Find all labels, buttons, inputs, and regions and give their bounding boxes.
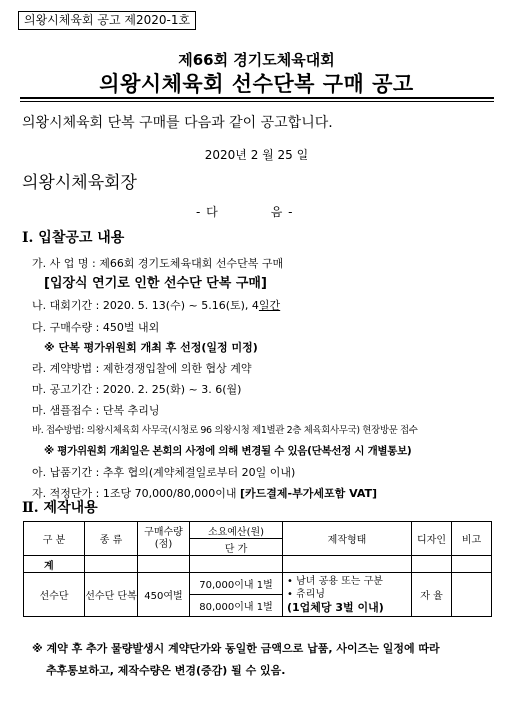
item-contract-method: 라. 계약방법 : 제한경쟁입찰에 의한 협상 계약	[32, 362, 252, 375]
row-remark	[452, 573, 492, 617]
header-remark: 비고	[452, 522, 492, 556]
row-division: 선수단	[24, 573, 85, 617]
intro-text: 의왕시체육회 단복 구매를 다음과 같이 공고합니다.	[22, 115, 333, 131]
item-notice-period: 마. 공고기간 : 2020. 2. 25(화) ~ 3. 6(월)	[32, 383, 242, 396]
following-marker	[196, 203, 294, 220]
row-form-line-2: • 츄리닝	[287, 589, 326, 600]
item-quantity: 다. 구매수량 : 450벌 내외	[32, 321, 160, 334]
header-unit-price: 단 가	[190, 539, 283, 556]
item-period-days: 일간	[258, 299, 281, 312]
item-period-text: 나. 대회기간 : 2020. 5. 13(수) ~ 5.16(토), 4	[32, 299, 259, 312]
header-division: 구 분	[24, 522, 85, 556]
row-form-line-3: (1업체당 3벌 이내)	[287, 601, 384, 614]
notice-number: 의왕시체육회 공고 제2020-1호	[18, 11, 196, 30]
total-form	[283, 556, 412, 573]
item-delivery: 아. 납품기간 : 추후 협의(계약체결일로부터 20일 이내)	[32, 466, 296, 479]
item-unit-price-text: 자. 적정단가 : 1조당 70,000/80,000이내	[32, 487, 241, 500]
row-form	[283, 573, 412, 617]
item-sample-receipt: 마. 샘플접수 : 단복 추리닝	[32, 404, 160, 417]
item-period	[32, 297, 280, 313]
total-design	[412, 556, 452, 573]
following-marker-right: 음 -	[270, 205, 294, 219]
item-receipt-method: 바. 접수방법: 의왕시체육회 사무국(시청로 96 의왕시청 제1별관 2층 체육회사무국) 현장방문 접수	[32, 425, 418, 436]
section1-heading: Ⅰ. 입찰공고 내용	[22, 230, 125, 246]
item-unit-price-payment: [카드결제-부가세포함 VAT]	[240, 487, 378, 500]
item-project-note: [입장식 연기로 인한 선수단 단복 구매]	[44, 276, 267, 291]
total-label: 계	[24, 556, 85, 573]
spec-table	[23, 521, 492, 617]
total-type	[85, 556, 138, 573]
title-rule-thin	[20, 101, 494, 102]
header-design: 디자인	[412, 522, 452, 556]
main-title: 의왕시체육회 선수단복 구매 공고	[99, 72, 414, 96]
item-project-name: 가. 사 업 명 : 제66회 경기도체육대회 선수단복 구매	[32, 257, 284, 270]
row-form-line-1: • 남녀 공용 또는 구분	[287, 576, 383, 587]
total-remark	[452, 556, 492, 573]
header-quantity: 구매수량 (점)	[138, 522, 190, 556]
table-row	[24, 573, 492, 595]
event-title: 제66회 경기도체육대회	[178, 51, 335, 69]
row-qty: 450여벌	[138, 573, 190, 617]
note-schedule-change: ※ 평가위원회 개최일은 본회의 사정에 의해 변경될 수 있음(단복선정 시 개별통보)	[44, 445, 412, 457]
table-header-row	[24, 522, 492, 539]
notice-date: 2020년 2 월 25 일	[204, 148, 309, 162]
note-evaluation: ※ 단복 평가위원회 개최 후 선정(일정 미정)	[44, 341, 258, 354]
following-marker-left: - 다	[196, 205, 219, 219]
row-price-1: 70,000이내 1벌	[190, 573, 283, 595]
table-total-row	[24, 556, 492, 573]
issuer-name: 의왕시체육회장	[22, 173, 137, 193]
row-design: 자 율	[412, 573, 452, 617]
section2-heading: Ⅱ. 제작내용	[22, 500, 98, 516]
header-form: 제작형태	[283, 522, 412, 556]
footer-note-line-1: ※ 계약 후 추가 물량발생시 계약단가와 동일한 금액으로 납품, 사이즈는 일정에 따라	[32, 642, 440, 655]
header-type: 종 류	[85, 522, 138, 556]
header-budget: 소요예산(원)	[190, 522, 283, 539]
footer-note-line-2: 추후통보하고, 제작수량은 변경(증감) 될 수 있음.	[46, 664, 286, 677]
row-price-2: 80,000이내 1벌	[190, 595, 283, 617]
title-rule-thick	[20, 97, 494, 99]
total-budget	[190, 556, 283, 573]
row-type: 선수단 단복	[85, 573, 138, 617]
total-qty	[138, 556, 190, 573]
